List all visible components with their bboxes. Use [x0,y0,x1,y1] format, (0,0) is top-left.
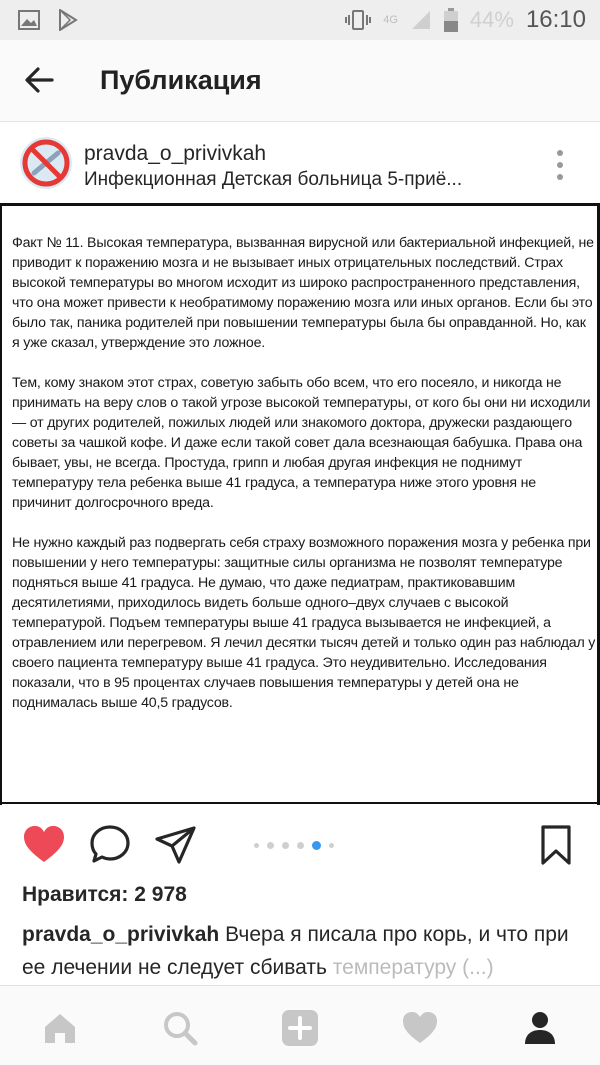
back-arrow-icon [20,60,60,100]
comment-button[interactable] [88,823,132,867]
fact-paragraph-3: Не нужно каждый раз подвергать себя страху возможного поражения мозга у ребенка при повышении у него температуры: защитные силы организма не позволят температуре подняться выше 41 градуса. Не думаю, что даже педиатрам, практиковавшим десятилетиями, приходилось видеть больше одного–двух случаев с высокой температурой. Подъем температуры выше 41 градуса вызывается не инфекцией, а отравлением или перегревом. Я лечил десятки тысяч детей и только один раз наблюдал у своего пациента температуру выше 41 градуса. Это неудивительно. Исследования показали, что в 95 процентах случаев повышения температуры у детей она не поднималась выше 40,5 градусов. [12,535,596,711]
signal-icon [410,9,432,31]
carousel-dot [297,842,304,849]
more-vertical-icon [548,148,572,182]
carousel-dot [282,842,289,849]
play-store-icon [58,9,78,31]
carousel-indicator [254,841,334,850]
profile-icon [520,1008,560,1048]
fact-paragraph-1: Факт № 11. Высокая температура, вызванная вирусной или бактериальной инфекцией, не приводит к поражению мозга и не вызывает иных отрицательных последствий. Страх высокой температуры во многом исходит из широко распространенного представления, что она может привести к необратимому поражению мозга или иных органов. Если бы это было так, паника родителей при повышении температуры была бы оправданной. Но, как я уже сказал, утверждение это ложное. [12,235,594,351]
status-bar [0,0,600,40]
scanned-page-text [12,233,596,733]
caption-text: Вчера я писала про корь, и что при ее лечении не следует сбивать [22,923,569,979]
post-header [0,123,600,203]
carousel-dot [267,842,274,849]
nav-add-post[interactable] [280,1008,320,1048]
battery-icon [444,8,458,32]
bookmark-button[interactable] [534,823,578,867]
likes-count[interactable]: Нравится: 2 978 [22,883,187,906]
no-syringe-avatar-icon [20,137,72,189]
bottom-navigation [0,985,600,1065]
app-bar [0,40,600,122]
back-button[interactable] [20,60,60,100]
nav-home[interactable] [40,1008,80,1048]
caption-cut-text: температуру (...) [332,956,494,979]
nav-search[interactable] [160,1008,200,1048]
scan-border-top [0,203,600,206]
like-button[interactable] [22,823,66,867]
nav-profile[interactable] [520,1008,560,1048]
page-title: Публикация [100,65,262,95]
fact-paragraph-2: Тем, кому знаком этот страх, советую забыть обо всем, что его посеяло, и никогда не принимать на веру слов о такой угрозе высокой температуры, от кого бы они ни исходили — от других родителей, пожилых людей или знакомого доктора, дружески раздающего советы за чашкой кофе. И даже если такой совет дала всезнающая бабушка. Права она бывает, увы, не всегда. Простуда, грипп и любая другая инфекция не поднимут температуру тела ребенка выше 41 градуса, а температура ниже этого уровня не причинит долгосрочного вреда. [12,375,591,511]
clock: 16:10 [525,6,586,33]
post-location[interactable]: Инфекционная Детская больница 5-приё... [84,169,463,190]
caption-username[interactable]: pravda_o_privivkah [22,923,220,946]
bookmark-icon [534,823,578,867]
gallery-icon [18,10,40,30]
post-actions [0,805,600,883]
post-caption [22,918,582,984]
battery-percent: 44% [469,7,514,32]
carousel-dot [329,843,334,848]
activity-heart-icon [400,1008,440,1048]
add-icon [280,1008,320,1048]
comment-icon [88,823,132,867]
network-type: 4G [383,13,398,26]
heart-icon [22,823,66,867]
carousel-dot [254,843,259,848]
post-image[interactable] [0,203,600,805]
share-button[interactable] [154,823,198,867]
post-username[interactable]: pravda_o_privivkah [84,142,267,165]
share-icon [154,823,198,867]
vibrate-icon [345,9,371,31]
carousel-dot-active [312,841,321,850]
nav-activity[interactable] [400,1008,440,1048]
scan-border-bottom [0,802,600,804]
home-icon [40,1008,80,1048]
scan-border-left [0,203,2,805]
search-icon [160,1008,200,1048]
more-options-button[interactable] [548,148,572,182]
avatar[interactable] [20,137,72,189]
